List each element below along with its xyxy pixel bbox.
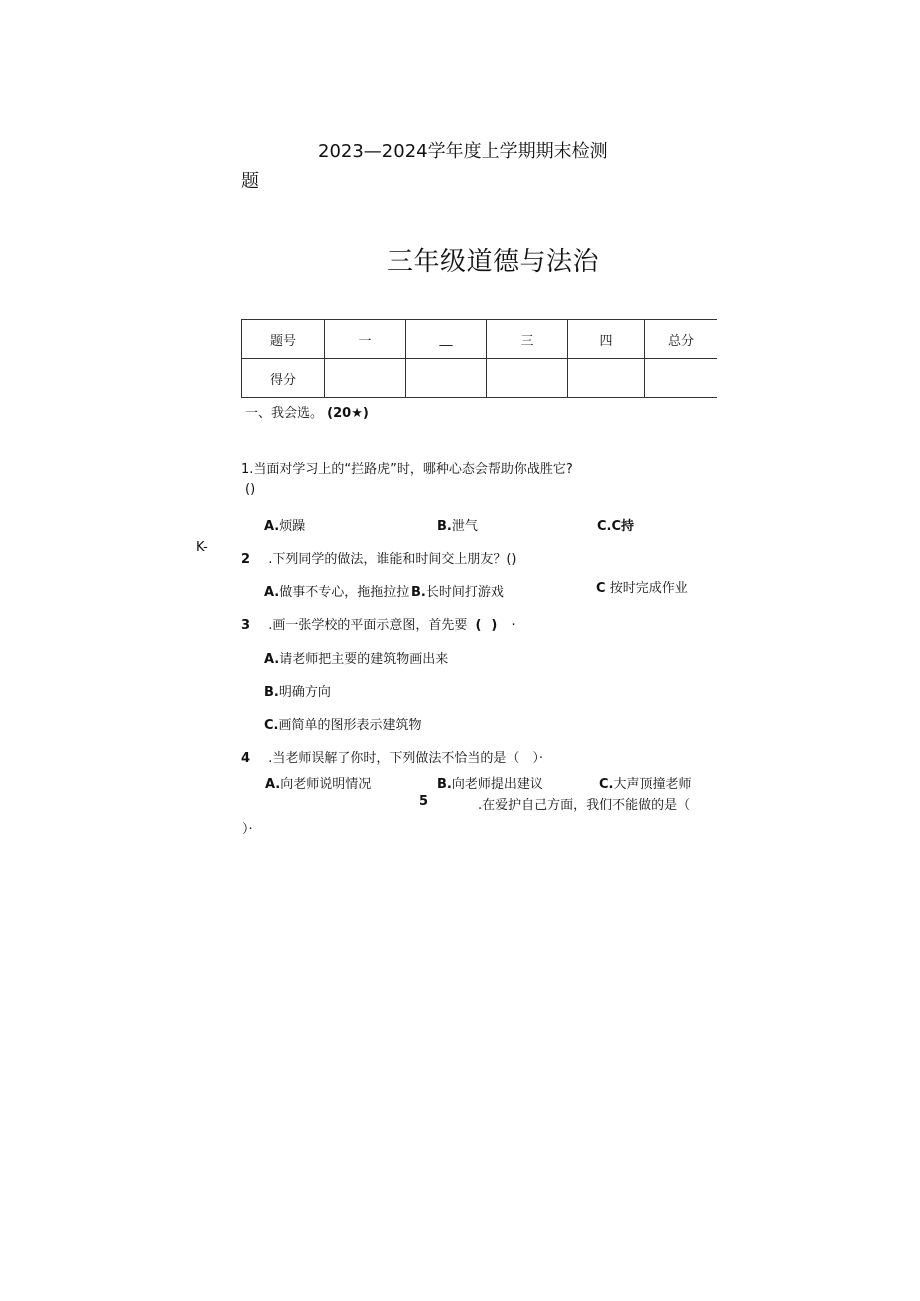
question-1-option-c[interactable] (597, 515, 634, 534)
question-3 (241, 614, 516, 633)
table-cell: 得分 (242, 359, 325, 398)
question-4-option-b[interactable] (437, 773, 543, 792)
score-cell[interactable] (568, 359, 645, 398)
section-heading (245, 402, 369, 421)
option-text: 画简单的图形表示建筑物 (278, 718, 422, 733)
question-5-tail: ）· (242, 822, 253, 837)
option-text: 向老师说明情况 (280, 777, 372, 792)
question-4-option-c[interactable] (599, 773, 692, 792)
question-number: 2 (241, 552, 251, 567)
question-2-option-a[interactable] (264, 581, 409, 600)
option-text: 泄气 (451, 519, 478, 534)
score-cell[interactable] (645, 359, 718, 398)
option-text: 大声顶撞老师 (613, 777, 692, 792)
question-2 (241, 548, 516, 567)
option-text: 长时间打游戏 (425, 585, 504, 600)
subject-title: 三年级道德与法治 (387, 247, 600, 277)
question-2-option-b[interactable] (411, 581, 504, 600)
question-number: 4 (241, 751, 251, 766)
option-text: 做事不专心，拖拖拉拉 (279, 585, 410, 600)
score-table-row-header (242, 320, 718, 359)
option-label: C. (264, 718, 279, 733)
option-label: B. (264, 685, 279, 700)
option-label: B. (411, 585, 426, 600)
score-table-row-scores (242, 359, 718, 398)
option-text: 明确方向 (278, 685, 331, 700)
option-text: 请老师把主要的建筑物画出来 (279, 652, 449, 667)
question-3-option-a[interactable] (264, 648, 448, 667)
question-2-option-c[interactable] (596, 577, 688, 596)
score-cell[interactable] (487, 359, 568, 398)
question-number: 3 (241, 618, 251, 633)
question-5-number: 5 (419, 794, 429, 809)
table-cell: 一 (325, 320, 406, 359)
question-4-option-a[interactable] (265, 773, 371, 792)
option-text: 向老师提出建议 (451, 777, 543, 792)
table-cell: 三 (487, 320, 568, 359)
option-label: C (596, 581, 606, 596)
table-cell: 题号 (242, 320, 325, 359)
question-5-text: .在爱护自己方面，我们不能做的是（ (478, 798, 691, 813)
question-3-tail: · (511, 618, 516, 633)
option-text: 按时完成作业 (609, 581, 688, 596)
exam-title-line2: 题 (241, 171, 259, 192)
option-label: A. (264, 585, 280, 600)
option-label: B. (437, 777, 452, 792)
question-4 (241, 747, 543, 766)
question-1-option-a[interactable] (264, 515, 305, 534)
question-2-text: .下列同学的做法，谁能和时间交上朋友？() (268, 552, 517, 567)
section-heading-text: 一、我会选。 (245, 406, 324, 421)
question-3-option-b[interactable] (264, 681, 331, 700)
option-label: A. (264, 652, 280, 667)
question-1-option-b[interactable] (437, 515, 478, 534)
question-1-text: 1.当面对学习上的“拦路虎”时，哪种心态会帮助你战胜它? (241, 462, 573, 477)
option-text: 烦躁 (279, 519, 306, 534)
question-4-text: .当老师误解了你时，下列做法不恰当的是（ ）· (268, 751, 543, 766)
table-cell: 四 (568, 320, 645, 359)
score-table (241, 319, 717, 398)
option-text: C持 (611, 519, 635, 534)
margin-mark: K- (196, 540, 208, 555)
score-cell[interactable] (325, 359, 406, 398)
option-label: A. (265, 777, 281, 792)
question-1-paren: () (245, 482, 256, 497)
question-3-option-c[interactable] (264, 714, 422, 733)
option-label: A. (264, 519, 280, 534)
exam-title-line1: 2023—2024学年度上学期期末检测 (318, 141, 608, 162)
score-cell[interactable] (406, 359, 487, 398)
option-label: C. (597, 519, 612, 534)
section-points: (20★) (327, 406, 369, 421)
question-3-text: .画一张学校的平面示意图，首先要 (268, 618, 468, 633)
option-label: B. (437, 519, 452, 534)
table-cell: __ (406, 320, 487, 359)
option-label: C. (599, 777, 614, 792)
question-3-paren: () (475, 618, 508, 633)
table-cell: 总分 (645, 320, 718, 359)
